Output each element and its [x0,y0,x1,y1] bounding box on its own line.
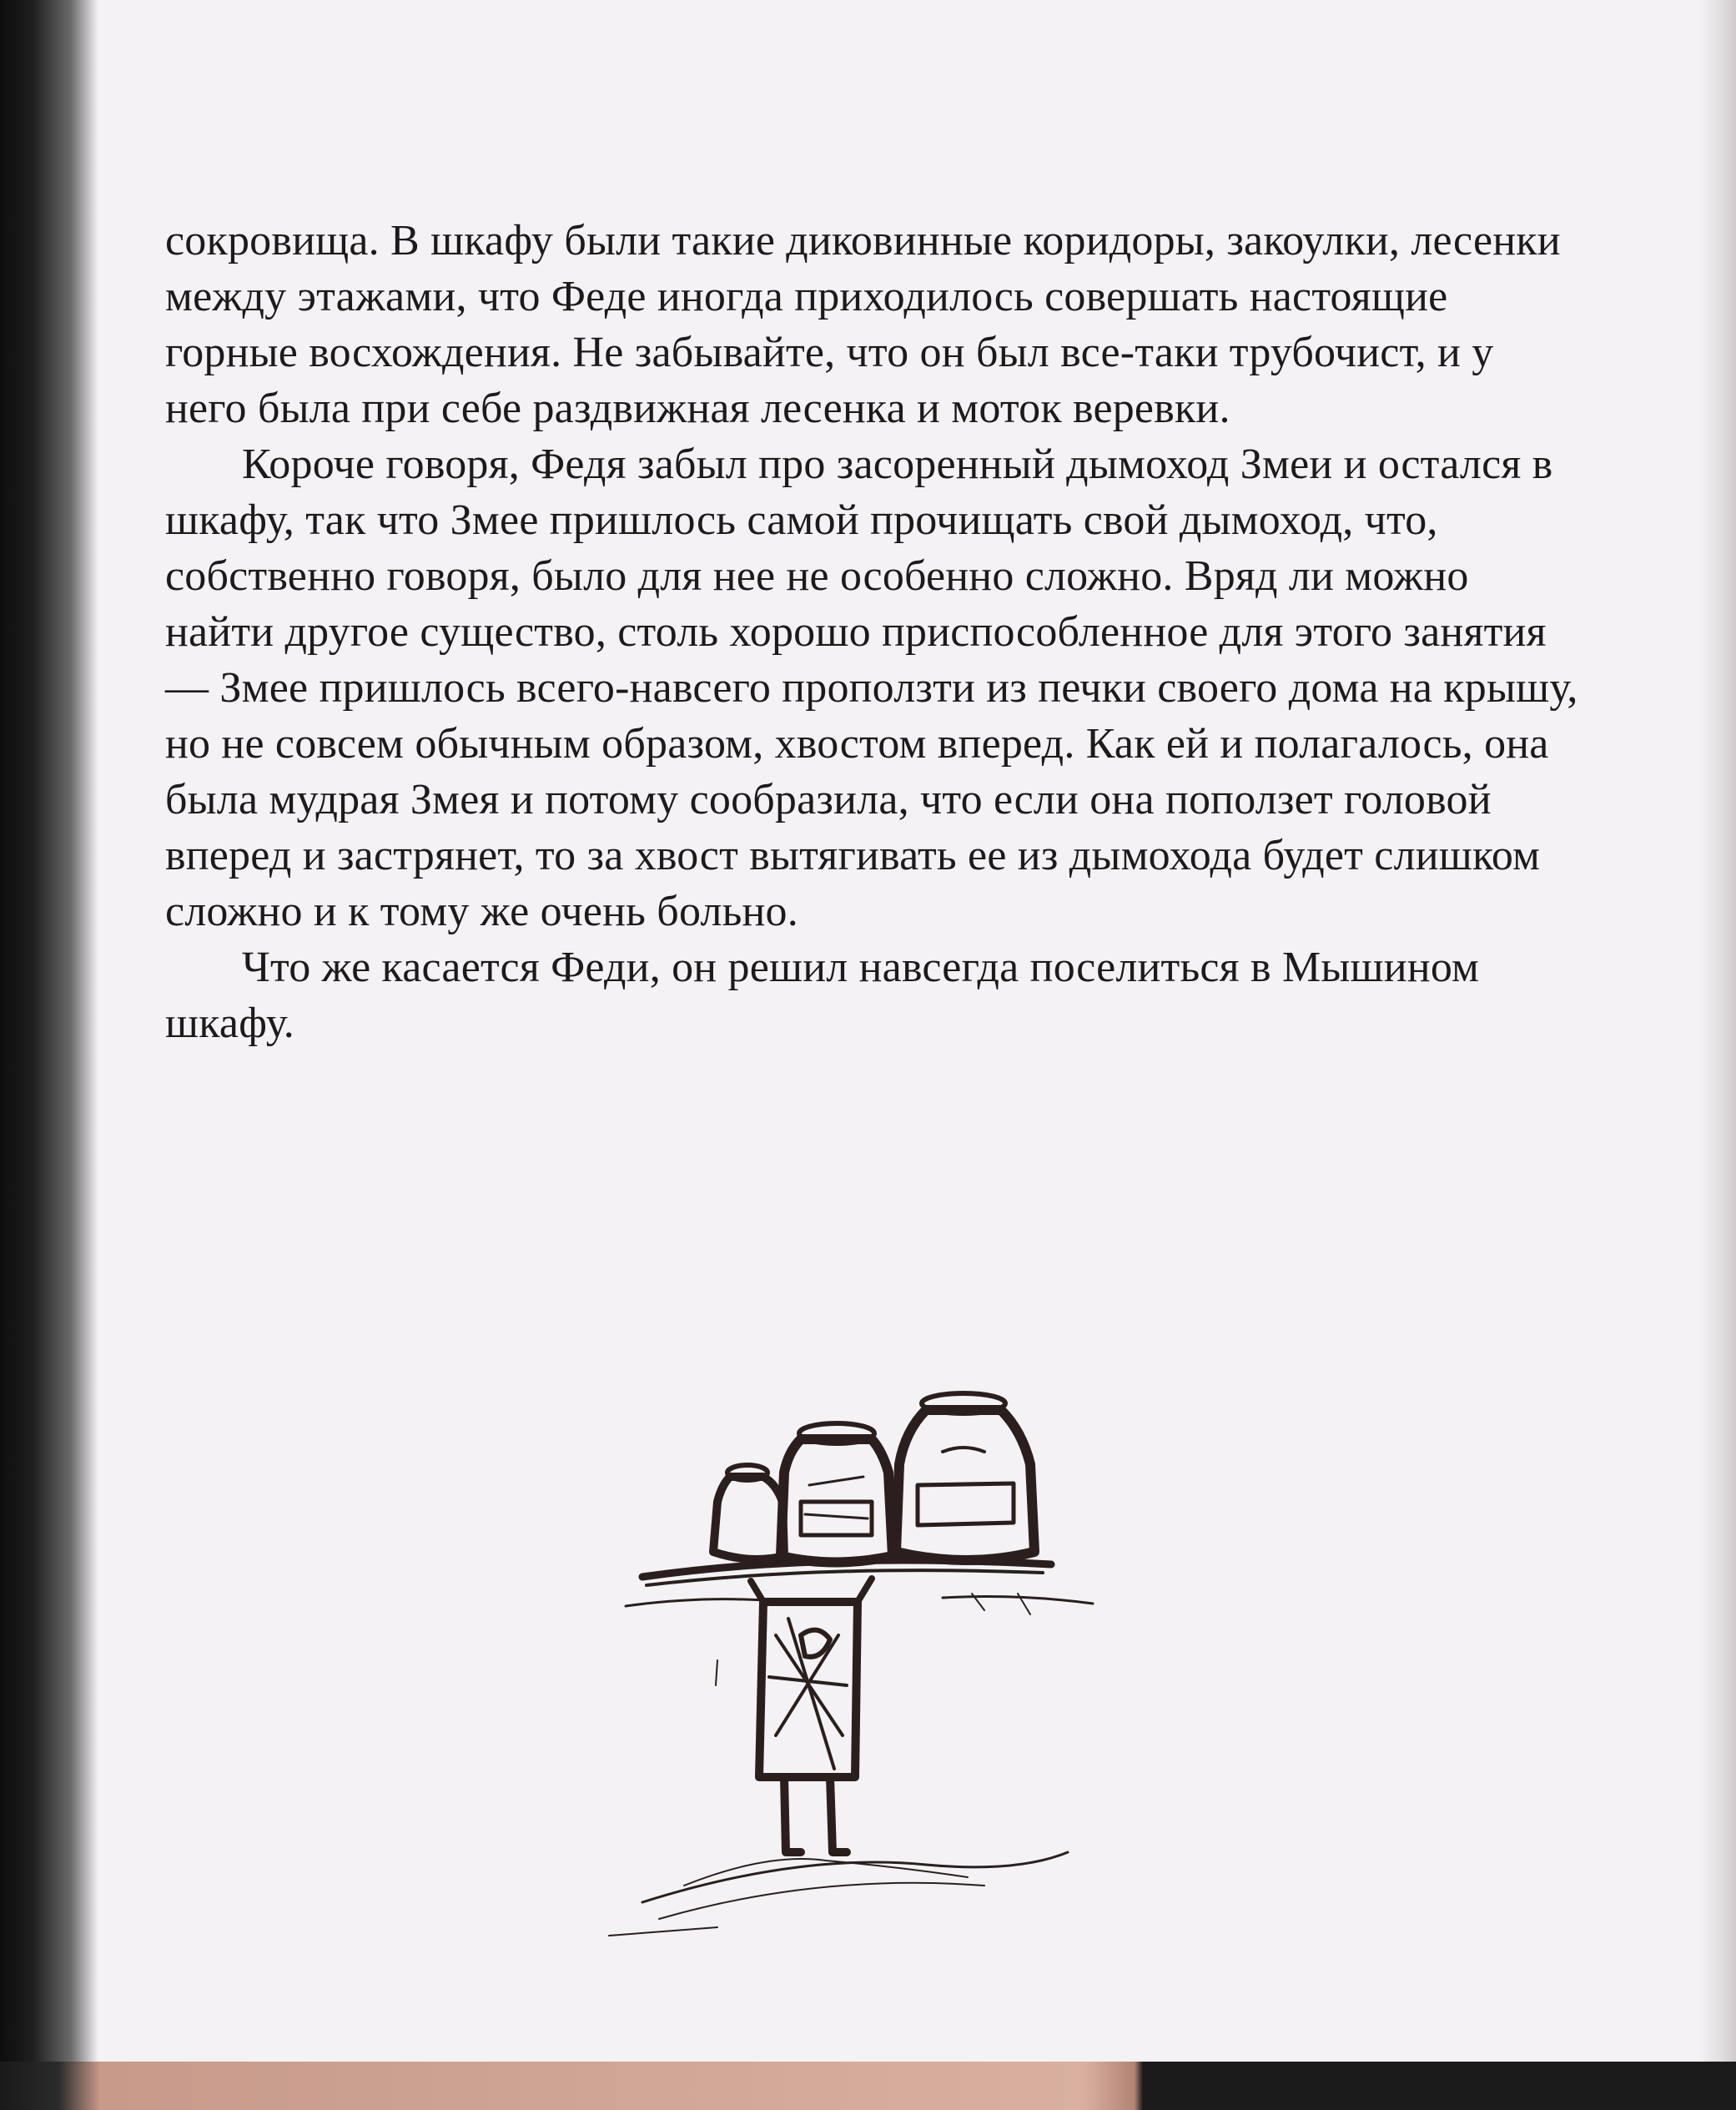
paragraph-3: Что же касается Феди, он решил навсегда поселиться в Мышином шкафу. [165,944,1480,1047]
sketch-illustration [551,1385,1185,1952]
paragraph-1: сокровища. В шкафу были такие диковинные коридоры, закоулки, лесенки между этажами, что Феде иногда приходилось совершать настоящие горные восхождения. Не забывайте, что он был все-таки трубочист, и у него была при себе раздвижная лесенка и моток веревки. [165,217,1561,432]
book-spine-shadow [0,0,98,2110]
book-bottom-edge [0,2062,1736,2110]
paragraph-2: Короче говоря, Федя забыл про засоренный дымоход Змеи и остался в шкафу, так что Змее пришлось самой прочищать свой дымоход, что, собственно говоря, было для нее не особенно сложно. Вряд ли можно найти другое существо, столь хорошо приспособленное для этого занятия — Змее пришлось всего-навсего проползти из печки своего дома на крышу, но не совсем обычным образом, хвостом вперед. Как ей и полагалось, она была мудрая Змея и потому сообразила, что если она поползет головой вперед и застрянет, то за хвост вытягивать ее из дымохода будет слишком сложно и к тому же очень больно. [165,441,1578,935]
page-body-text [165,213,1583,1051]
page-edge-shadow [1698,0,1736,2110]
